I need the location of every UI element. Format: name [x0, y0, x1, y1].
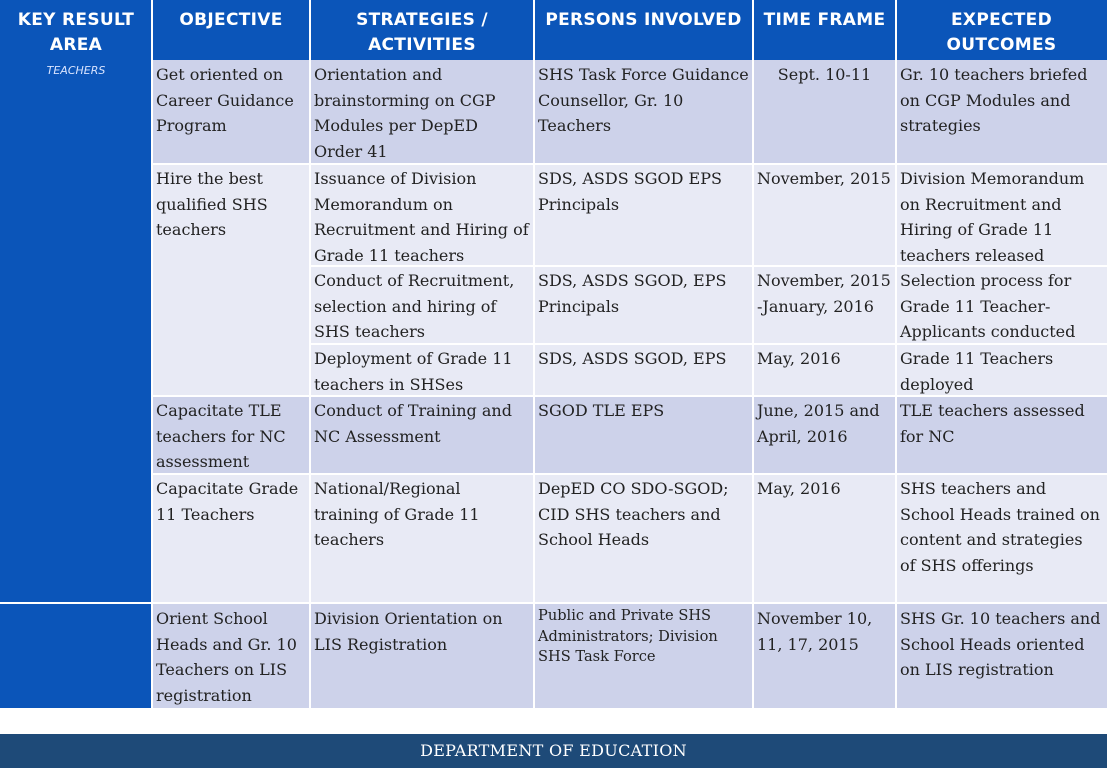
header-strategies: STRATEGIES / ACTIVITIES: [310, 0, 534, 60]
row2-persons-c: SDS, ASDS SGOD, EPS: [534, 344, 753, 396]
row1-time: Sept. 10-11: [753, 60, 896, 164]
grid-line: [152, 395, 1107, 397]
row2-outcome-b: Selection process for Grade 11 Teacher-Applicants conducted: [896, 266, 1107, 344]
row3-objective: Capacitate TLE teachers for NC assessment: [152, 396, 310, 474]
row5-outcome: SHS Gr. 10 teachers and School Heads oriented on LIS registration: [896, 604, 1107, 708]
footer-bar: [0, 734, 1107, 768]
row2-strategy-a: Issuance of Division Memorandum on Recruitment and Hiring of Grade 11 teachers: [310, 164, 534, 266]
row2-persons-a: SDS, ASDS SGOD EPS Principals: [534, 164, 753, 266]
footer-text: DEPARTMENT OF EDUCATION: [420, 741, 687, 760]
key-result-area-cell-2: [0, 604, 152, 708]
header-expected-outcomes: EXPECTED OUTCOMES: [896, 0, 1107, 60]
row5-objective: Orient School Heads and Gr. 10 Teachers on LIS registration: [152, 604, 310, 708]
row5-time: November 10, 11, 17, 2015: [753, 604, 896, 708]
row2-time-c: May, 2016: [753, 344, 896, 396]
row3-time: June, 2015 and April, 2016: [753, 396, 896, 474]
row1-objective: Get oriented on Career Guidance Program: [152, 60, 310, 164]
row2-persons-b: SDS, ASDS SGOD, EPS Principals: [534, 266, 753, 344]
row3-persons: SGOD TLE EPS: [534, 396, 753, 474]
grid-line: [0, 602, 1107, 604]
row2-outcome-a: Division Memorandum on Recruitment and Hiring of Grade 11 teachers released: [896, 164, 1107, 266]
row2-strategy-b: Conduct of Recruitment, selection and hiring of SHS teachers: [310, 266, 534, 344]
header-key-result-area: KEY RESULT AREA: [0, 0, 152, 60]
header-time-frame: TIME FRAME: [753, 0, 896, 60]
row1-strategy: Orientation and brainstorming on CGP Modules per DepED Order 41: [310, 60, 534, 164]
header-objective: OBJECTIVE: [152, 0, 310, 60]
row4-strategy: National/Regional training of Grade 11 teachers: [310, 474, 534, 603]
row1-persons: SHS Task Force Guidance Counsellor, Gr. 10 Teachers: [534, 60, 753, 164]
grid-line: [310, 265, 1107, 267]
row5-strategy: Division Orientation on LIS Registration: [310, 604, 534, 708]
row4-objective: Capacitate Grade 11 Teachers: [152, 474, 310, 603]
key-result-area-label: TEACHERS: [46, 64, 106, 77]
row2-outcome-c: Grade 11 Teachers deployed: [896, 344, 1107, 396]
row3-strategy: Conduct of Training and NC Assessment: [310, 396, 534, 474]
row2-time-b: November, 2015 -January, 2016: [753, 266, 896, 344]
header-persons-involved: PERSONS INVOLVED: [534, 0, 753, 60]
row2-objective: Hire the best qualified SHS teachers: [152, 164, 310, 396]
row4-persons: DepED CO SDO-SGOD; CID SHS teachers and School Heads: [534, 474, 753, 603]
row4-time: May, 2016: [753, 474, 896, 603]
grid-line: [310, 343, 1107, 345]
row1-outcome: Gr. 10 teachers briefed on CGP Modules and strategies: [896, 60, 1107, 164]
row4-outcome: SHS teachers and School Heads trained on content and strategies of SHS offerings: [896, 474, 1107, 603]
row2-strategy-c: Deployment of Grade 11 teachers in SHSes: [310, 344, 534, 396]
grid-line: [152, 473, 1107, 475]
row3-outcome: TLE teachers assessed for NC: [896, 396, 1107, 474]
row2-time-a: November, 2015: [753, 164, 896, 266]
grid-line: [152, 163, 1107, 165]
row5-persons: Public and Private SHS Administrators; Division SHS Task Force: [534, 604, 753, 708]
key-result-area-cell: [0, 60, 152, 603]
